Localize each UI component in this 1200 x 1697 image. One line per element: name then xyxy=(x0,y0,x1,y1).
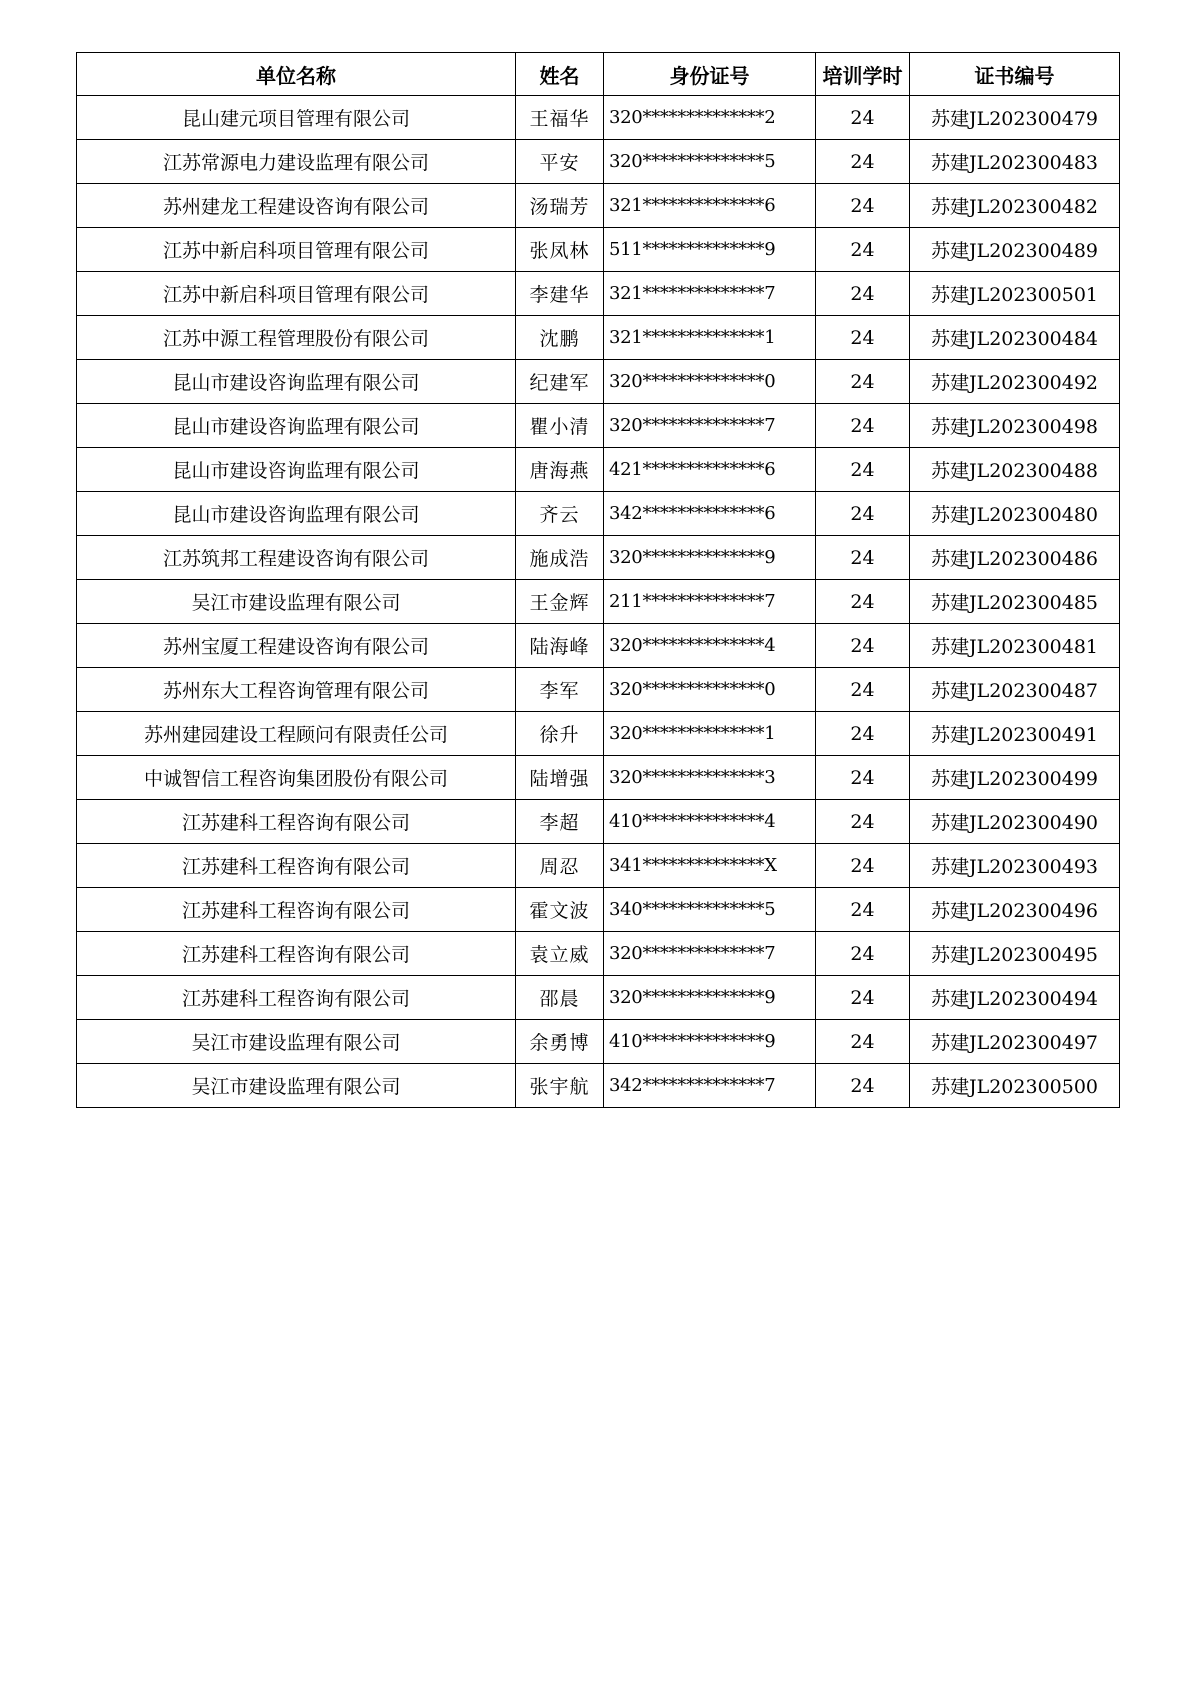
unit-cell: 苏州建龙工程建设咨询有限公司 xyxy=(77,184,516,228)
table-row xyxy=(77,140,1120,184)
name-cell: 陆海峰 xyxy=(516,624,604,668)
unit-cell: 昆山市建设咨询监理有限公司 xyxy=(77,404,516,448)
unit-cell: 吴江市建设监理有限公司 xyxy=(77,580,516,624)
id-number-cell: 342**************6 xyxy=(604,492,816,536)
training-hours-cell: 24 xyxy=(816,624,910,668)
name-cell: 李军 xyxy=(516,668,604,712)
name-cell: 李建华 xyxy=(516,272,604,316)
table-row xyxy=(77,184,1120,228)
certificate-number-cell: 苏建JL202300498 xyxy=(910,404,1120,448)
unit-cell: 昆山市建设咨询监理有限公司 xyxy=(77,360,516,404)
name-cell: 邵晨 xyxy=(516,976,604,1020)
certificate-number-cell: 苏建JL202300489 xyxy=(910,228,1120,272)
training-hours-cell: 24 xyxy=(816,492,910,536)
unit-cell: 吴江市建设监理有限公司 xyxy=(77,1064,516,1108)
unit-cell: 江苏建科工程咨询有限公司 xyxy=(77,844,516,888)
training-hours-cell: 24 xyxy=(816,932,910,976)
name-cell: 施成浩 xyxy=(516,536,604,580)
training-hours-cell: 24 xyxy=(816,184,910,228)
table-row xyxy=(77,228,1120,272)
certificate-number-cell: 苏建JL202300488 xyxy=(910,448,1120,492)
id-number-cell: 421**************6 xyxy=(604,448,816,492)
name-cell: 霍文波 xyxy=(516,888,604,932)
table-row xyxy=(77,668,1120,712)
id-number-cell: 320**************0 xyxy=(604,360,816,404)
id-number-cell: 320**************9 xyxy=(604,976,816,1020)
name-cell: 王金辉 xyxy=(516,580,604,624)
name-cell: 徐升 xyxy=(516,712,604,756)
certificate-number-cell: 苏建JL202300485 xyxy=(910,580,1120,624)
table-row xyxy=(77,580,1120,624)
name-cell: 汤瑞芳 xyxy=(516,184,604,228)
training-hours-cell: 24 xyxy=(816,228,910,272)
certificate-number-cell: 苏建JL202300499 xyxy=(910,756,1120,800)
header-id: 身份证号 xyxy=(604,53,816,96)
id-number-cell: 320**************2 xyxy=(604,96,816,140)
name-cell: 瞿小清 xyxy=(516,404,604,448)
table-row xyxy=(77,624,1120,668)
certificate-number-cell: 苏建JL202300495 xyxy=(910,932,1120,976)
certificate-number-cell: 苏建JL202300501 xyxy=(910,272,1120,316)
unit-cell: 昆山市建设咨询监理有限公司 xyxy=(77,448,516,492)
training-hours-cell: 24 xyxy=(816,404,910,448)
name-cell: 齐云 xyxy=(516,492,604,536)
name-cell: 周忍 xyxy=(516,844,604,888)
table-row xyxy=(77,1064,1120,1108)
table-body xyxy=(77,96,1120,1108)
unit-cell: 江苏中新启科项目管理有限公司 xyxy=(77,228,516,272)
training-hours-cell: 24 xyxy=(816,844,910,888)
unit-cell: 江苏常源电力建设监理有限公司 xyxy=(77,140,516,184)
name-cell: 陆增强 xyxy=(516,756,604,800)
training-hours-cell: 24 xyxy=(816,448,910,492)
table-row xyxy=(77,492,1120,536)
name-cell: 余勇博 xyxy=(516,1020,604,1064)
unit-cell: 苏州宝厦工程建设咨询有限公司 xyxy=(77,624,516,668)
id-number-cell: 320**************9 xyxy=(604,536,816,580)
unit-cell: 吴江市建设监理有限公司 xyxy=(77,1020,516,1064)
header-cert: 证书编号 xyxy=(910,53,1120,96)
training-hours-cell: 24 xyxy=(816,668,910,712)
id-number-cell: 320**************3 xyxy=(604,756,816,800)
certificate-number-cell: 苏建JL202300482 xyxy=(910,184,1120,228)
certificate-number-cell: 苏建JL202300492 xyxy=(910,360,1120,404)
certificate-number-cell: 苏建JL202300479 xyxy=(910,96,1120,140)
header-row xyxy=(77,53,1120,96)
table-row xyxy=(77,448,1120,492)
training-hours-cell: 24 xyxy=(816,272,910,316)
unit-cell: 江苏建科工程咨询有限公司 xyxy=(77,800,516,844)
training-hours-cell: 24 xyxy=(816,140,910,184)
name-cell: 王福华 xyxy=(516,96,604,140)
name-cell: 平安 xyxy=(516,140,604,184)
certificate-number-cell: 苏建JL202300483 xyxy=(910,140,1120,184)
name-cell: 袁立威 xyxy=(516,932,604,976)
table-row xyxy=(77,404,1120,448)
id-number-cell: 321**************1 xyxy=(604,316,816,360)
table-row xyxy=(77,360,1120,404)
certificate-number-cell: 苏建JL202300496 xyxy=(910,888,1120,932)
certificate-number-cell: 苏建JL202300491 xyxy=(910,712,1120,756)
id-number-cell: 321**************7 xyxy=(604,272,816,316)
id-number-cell: 341**************X xyxy=(604,844,816,888)
training-certificate-table xyxy=(76,52,1120,1108)
certificate-number-cell: 苏建JL202300484 xyxy=(910,316,1120,360)
id-number-cell: 211**************7 xyxy=(604,580,816,624)
training-hours-cell: 24 xyxy=(816,580,910,624)
id-number-cell: 320**************5 xyxy=(604,140,816,184)
table-row xyxy=(77,844,1120,888)
table-row xyxy=(77,756,1120,800)
training-hours-cell: 24 xyxy=(816,800,910,844)
table-row xyxy=(77,888,1120,932)
unit-cell: 中诚智信工程咨询集团股份有限公司 xyxy=(77,756,516,800)
unit-cell: 江苏建科工程咨询有限公司 xyxy=(77,976,516,1020)
certificate-number-cell: 苏建JL202300481 xyxy=(910,624,1120,668)
training-hours-cell: 24 xyxy=(816,1020,910,1064)
unit-cell: 苏州东大工程咨询管理有限公司 xyxy=(77,668,516,712)
id-number-cell: 320**************7 xyxy=(604,932,816,976)
unit-cell: 江苏筑邦工程建设咨询有限公司 xyxy=(77,536,516,580)
table-row xyxy=(77,976,1120,1020)
table-row xyxy=(77,800,1120,844)
unit-cell: 江苏建科工程咨询有限公司 xyxy=(77,932,516,976)
name-cell: 李超 xyxy=(516,800,604,844)
id-number-cell: 320**************4 xyxy=(604,624,816,668)
certificate-number-cell: 苏建JL202300493 xyxy=(910,844,1120,888)
id-number-cell: 511**************9 xyxy=(604,228,816,272)
id-number-cell: 320**************7 xyxy=(604,404,816,448)
header-unit: 单位名称 xyxy=(77,53,516,96)
unit-cell: 江苏中源工程管理股份有限公司 xyxy=(77,316,516,360)
table-row xyxy=(77,536,1120,580)
id-number-cell: 320**************1 xyxy=(604,712,816,756)
training-hours-cell: 24 xyxy=(816,756,910,800)
training-hours-cell: 24 xyxy=(816,536,910,580)
unit-cell: 江苏建科工程咨询有限公司 xyxy=(77,888,516,932)
training-hours-cell: 24 xyxy=(816,976,910,1020)
training-hours-cell: 24 xyxy=(816,316,910,360)
table-row xyxy=(77,1020,1120,1064)
name-cell: 张凤林 xyxy=(516,228,604,272)
id-number-cell: 342**************7 xyxy=(604,1064,816,1108)
certificate-number-cell: 苏建JL202300486 xyxy=(910,536,1120,580)
id-number-cell: 340**************5 xyxy=(604,888,816,932)
certificate-number-cell: 苏建JL202300497 xyxy=(910,1020,1120,1064)
unit-cell: 江苏中新启科项目管理有限公司 xyxy=(77,272,516,316)
certificate-number-cell: 苏建JL202300487 xyxy=(910,668,1120,712)
name-cell: 纪建军 xyxy=(516,360,604,404)
unit-cell: 昆山市建设咨询监理有限公司 xyxy=(77,492,516,536)
name-cell: 唐海燕 xyxy=(516,448,604,492)
training-hours-cell: 24 xyxy=(816,360,910,404)
certificate-number-cell: 苏建JL202300500 xyxy=(910,1064,1120,1108)
name-cell: 沈鹏 xyxy=(516,316,604,360)
certificate-number-cell: 苏建JL202300490 xyxy=(910,800,1120,844)
table-row xyxy=(77,96,1120,140)
certificate-number-cell: 苏建JL202300480 xyxy=(910,492,1120,536)
id-number-cell: 410**************9 xyxy=(604,1020,816,1064)
unit-cell: 昆山建元项目管理有限公司 xyxy=(77,96,516,140)
table-row xyxy=(77,932,1120,976)
id-number-cell: 320**************0 xyxy=(604,668,816,712)
table-row xyxy=(77,272,1120,316)
name-cell: 张宇航 xyxy=(516,1064,604,1108)
table-row xyxy=(77,712,1120,756)
certificate-number-cell: 苏建JL202300494 xyxy=(910,976,1120,1020)
header-name: 姓名 xyxy=(516,53,604,96)
id-number-cell: 321**************6 xyxy=(604,184,816,228)
training-hours-cell: 24 xyxy=(816,888,910,932)
table-row xyxy=(77,316,1120,360)
training-hours-cell: 24 xyxy=(816,1064,910,1108)
id-number-cell: 410**************4 xyxy=(604,800,816,844)
header-hours: 培训学时 xyxy=(816,53,910,96)
training-hours-cell: 24 xyxy=(816,96,910,140)
unit-cell: 苏州建园建设工程顾问有限责任公司 xyxy=(77,712,516,756)
training-hours-cell: 24 xyxy=(816,712,910,756)
